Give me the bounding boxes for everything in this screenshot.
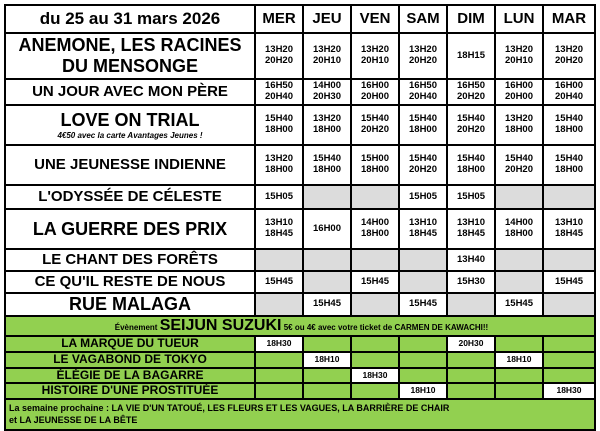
event-showtime-cell-dim (447, 383, 495, 399)
showtime: 16H00 (555, 80, 583, 92)
showtime-cell-lun (495, 271, 543, 293)
showtime: 13H10 (409, 217, 437, 229)
showtime: 16H50 (457, 80, 485, 92)
showtime: 13H20 (313, 44, 341, 56)
event-showtime-cell-mer: 18H30 (255, 336, 303, 352)
showtime-cell-lun (495, 249, 543, 271)
showtime-cell-ven (351, 293, 399, 316)
showtime-cell-ven (351, 79, 399, 105)
showtime-cell-jeu (303, 293, 351, 316)
event-showtime-cell-lun (495, 368, 543, 384)
showtime-cell-sam (399, 33, 447, 79)
showtime: 14H00 (313, 80, 341, 92)
event-showtime-cell-jeu (303, 383, 351, 399)
showtime: 18H45 (265, 228, 293, 239)
event-showtime-cell-jeu (303, 368, 351, 384)
showtime-cell-sam (399, 293, 447, 316)
event-film-title: LE VAGABOND DE TOKYO (5, 352, 255, 368)
showtime: 15H40 (505, 153, 533, 165)
film-title-text: UN JOUR AVEC MON PÈRE (32, 83, 228, 101)
event-showtime-cell-sam (399, 336, 447, 352)
event-film-row (5, 383, 595, 399)
showtime: 16H00 (313, 222, 341, 234)
showtime: 18H00 (505, 228, 533, 239)
showtime-cell-sam (399, 105, 447, 145)
event-showtime-cell-mer (255, 383, 303, 399)
day-header-lun: LUN (495, 5, 543, 33)
event-showtime-cell-dim (447, 368, 495, 384)
showtime: 18H45 (555, 228, 583, 239)
showtime: 18H00 (505, 124, 533, 135)
showtime: 13H20 (265, 153, 293, 165)
film-title (5, 185, 255, 209)
event-showtime-cell-ven (351, 383, 399, 399)
film-title-text: UNE JEUNESSE INDIENNE (34, 156, 226, 174)
event-showtime-cell-mer (255, 368, 303, 384)
event-banner-row (5, 316, 595, 336)
showtime: 13H10 (457, 217, 485, 229)
event-name: SEIJUN SUZUKI (159, 316, 282, 334)
showtime: 16H50 (409, 80, 437, 92)
showtime: 16H00 (361, 80, 389, 92)
film-title (5, 293, 255, 316)
event-offer: 5€ ou 4€ avec votre ticket de CARMEN DE KAWACHI!! (283, 322, 489, 332)
showtime-cell-ven (351, 105, 399, 145)
showtime-cell-mer (255, 271, 303, 293)
film-title (5, 145, 255, 185)
showtime-cell-mar (543, 145, 595, 185)
showtime-cell-lun (495, 293, 543, 316)
showtime: 15H40 (555, 113, 583, 125)
film-row (5, 185, 595, 209)
event-banner (5, 316, 595, 336)
event-label: Évènement (114, 322, 158, 332)
showtime: 15H30 (457, 275, 485, 287)
showtime: 13H20 (313, 113, 341, 125)
showtime: 15H40 (457, 153, 485, 165)
showtime-cell-jeu (303, 145, 351, 185)
event-showtime-cell-lun (495, 383, 543, 399)
showtime: 15H45 (313, 297, 341, 309)
showtime: 13H20 (505, 113, 533, 125)
film-title (5, 79, 255, 105)
showtime: 14H00 (361, 217, 389, 229)
showtime-cell-mer (255, 249, 303, 271)
showtime: 18H00 (265, 164, 293, 175)
showtime: 15H40 (409, 113, 437, 125)
showtime-cell-mer (255, 79, 303, 105)
showtime: 15H05 (457, 190, 485, 202)
next-week-row (5, 399, 595, 429)
showtime: 13H20 (409, 44, 437, 56)
showtime-cell-ven (351, 185, 399, 209)
showtime-cell-jeu (303, 79, 351, 105)
showtime: 15H05 (409, 190, 437, 202)
event-showtime-cell-ven (351, 336, 399, 352)
event-showtime-cell-mar: 18H30 (543, 383, 595, 399)
showtime: 18H00 (555, 124, 583, 135)
event-showtime-cell-mar (543, 368, 595, 384)
event-film-row (5, 336, 595, 352)
event-showtime-cell-sam (399, 352, 447, 368)
showtime-cell-jeu (303, 209, 351, 249)
showtime-cell-sam (399, 185, 447, 209)
showtime: 15H40 (555, 153, 583, 165)
schedule-table (4, 4, 596, 431)
film-title (5, 105, 255, 145)
showtime: 18H45 (457, 228, 485, 239)
showtime: 18H00 (313, 164, 341, 175)
event-film-title: HISTOIRE D'UNE PROSTITUÉE (5, 383, 255, 399)
event-showtime-cell-lun: 18H10 (495, 352, 543, 368)
showtime: 15H45 (361, 275, 389, 287)
event-showtime-cell-ven: 18H30 (351, 368, 399, 384)
showtime-cell-sam (399, 79, 447, 105)
showtime: 13H20 (265, 44, 293, 56)
showtime: 15H05 (265, 190, 293, 202)
film-row (5, 145, 595, 185)
showtime: 18H00 (409, 124, 437, 135)
showtime-cell-jeu (303, 249, 351, 271)
showtime-cell-mar (543, 105, 595, 145)
showtime-cell-jeu (303, 33, 351, 79)
showtime: 13H20 (361, 44, 389, 56)
event-film-row (5, 368, 595, 384)
header-row (5, 5, 595, 33)
event-showtime-cell-dim (447, 352, 495, 368)
film-title-text: LE CHANT DES FORÊTS (42, 251, 218, 269)
showtime-cell-sam (399, 249, 447, 271)
film-row (5, 105, 595, 145)
showtime: 20H10 (361, 55, 389, 66)
showtime-cell-mer (255, 293, 303, 316)
showtime-cell-mar (543, 209, 595, 249)
showtime-cell-ven (351, 33, 399, 79)
showtime: 15H40 (457, 113, 485, 125)
showtime: 18H00 (313, 124, 341, 135)
day-header-ven: VEN (351, 5, 399, 33)
showtime-cell-mar (543, 293, 595, 316)
event-showtime-cell-lun (495, 336, 543, 352)
showtime-cell-dim (447, 185, 495, 209)
film-title (5, 209, 255, 249)
showtime: 20H10 (313, 55, 341, 66)
film-title (5, 271, 255, 293)
showtime: 18H15 (457, 49, 485, 61)
showtime: 16H00 (505, 80, 533, 92)
showtime-cell-mer (255, 105, 303, 145)
showtime: 15H40 (313, 153, 341, 165)
film-row (5, 249, 595, 271)
showtime: 18H00 (361, 164, 389, 175)
film-title-text: CE QU'IL RESTE DE NOUS (34, 273, 226, 291)
showtime-cell-dim (447, 249, 495, 271)
showtime-cell-lun (495, 79, 543, 105)
showtime-cell-mar (543, 249, 595, 271)
showtime: 20H00 (505, 91, 533, 102)
film-title-text: L'ODYSSÉE DE CÉLESTE (38, 188, 222, 206)
showtime-cell-ven (351, 145, 399, 185)
showtime: 15H40 (361, 113, 389, 125)
event-film-title: LA MARQUE DU TUEUR (5, 336, 255, 352)
day-header-jeu: JEU (303, 5, 351, 33)
event-showtime-cell-mar (543, 336, 595, 352)
film-row (5, 209, 595, 249)
next-week-line2: et LA JEUNESSE DE LA BÊTE (9, 415, 138, 426)
showtime-cell-mer (255, 209, 303, 249)
showtime: 13H10 (555, 217, 583, 229)
showtime-cell-lun (495, 145, 543, 185)
showtime-cell-lun (495, 105, 543, 145)
showtime-cell-lun (495, 209, 543, 249)
film-title-text: LOVE ON TRIAL (60, 110, 200, 131)
film-title-text: LA GUERRE DES PRIX (32, 218, 228, 239)
showtime: 15H45 (505, 297, 533, 309)
showtime: 20H00 (361, 91, 389, 102)
showtime-cell-mar (543, 33, 595, 79)
film-subtitle: 4€50 avec la carte Avantages Jeunes ! (57, 130, 203, 140)
event-showtime-cell-dim: 20H30 (447, 336, 495, 352)
event-showtime-cell-ven (351, 352, 399, 368)
showtime-cell-dim (447, 33, 495, 79)
showtime-cell-ven (351, 249, 399, 271)
event-film-title: ÉLÉGIE DE LA BAGARRE (5, 368, 255, 384)
showtime: 20H20 (457, 91, 485, 102)
showtime-cell-jeu (303, 271, 351, 293)
film-row (5, 33, 595, 79)
showtime-cell-mar (543, 271, 595, 293)
film-row (5, 79, 595, 105)
showtime-cell-mar (543, 79, 595, 105)
showtime-cell-lun (495, 185, 543, 209)
showtime-cell-mer (255, 185, 303, 209)
event-showtime-cell-jeu: 18H10 (303, 352, 351, 368)
film-title-line2: DU MENSONGE (61, 56, 198, 76)
showtime-cell-mar (543, 185, 595, 209)
showtime: 13H20 (505, 44, 533, 56)
showtime-cell-ven (351, 271, 399, 293)
showtime-cell-mer (255, 33, 303, 79)
showtime: 18H45 (409, 228, 437, 239)
event-film-row (5, 352, 595, 368)
showtime: 20H40 (265, 91, 293, 102)
film-title-text: RUE MALAGA (69, 294, 191, 314)
event-showtime-cell-sam (399, 368, 447, 384)
showtime-cell-ven (351, 209, 399, 249)
showtime: 20H40 (555, 91, 583, 102)
showtime: 18H00 (265, 124, 293, 135)
showtime: 20H40 (409, 91, 437, 102)
showtime: 15H45 (409, 297, 437, 309)
showtime: 20H30 (313, 91, 341, 102)
film-row (5, 271, 595, 293)
showtime: 20H20 (361, 124, 389, 135)
date-range: du 25 au 31 mars 2026 (5, 5, 255, 33)
showtime-cell-dim (447, 105, 495, 145)
showtime: 18H00 (361, 228, 389, 239)
showtime-cell-jeu (303, 105, 351, 145)
showtime-cell-sam (399, 145, 447, 185)
day-header-dim: DIM (447, 5, 495, 33)
showtime: 20H10 (505, 55, 533, 66)
showtime-cell-sam (399, 271, 447, 293)
next-week-line1: La semaine prochaine : LA VIE D'UN TATOUÉ, LES FLEURS ET LES VAGUES, LA BARRIÈRE DE CHAIR (9, 403, 450, 414)
event-showtime-cell-mer (255, 352, 303, 368)
showtime: 15H40 (409, 153, 437, 165)
showtime: 14H00 (505, 217, 533, 229)
showtime-cell-dim (447, 145, 495, 185)
showtime: 15H00 (361, 153, 389, 165)
showtime: 20H20 (409, 164, 437, 175)
showtime: 18H00 (555, 164, 583, 175)
event-showtime-cell-sam: 18H10 (399, 383, 447, 399)
event-showtime-cell-jeu (303, 336, 351, 352)
showtime-cell-mer (255, 145, 303, 185)
showtime-cell-dim (447, 293, 495, 316)
film-title (5, 249, 255, 271)
showtime: 18H00 (457, 164, 485, 175)
showtime: 20H20 (265, 55, 293, 66)
showtime-cell-dim (447, 209, 495, 249)
showtime-cell-lun (495, 33, 543, 79)
showtime: 13H40 (457, 253, 485, 265)
film-title-line1: ANEMONE, LES RACINES (18, 35, 242, 56)
showtime-cell-jeu (303, 185, 351, 209)
film-title (5, 33, 255, 79)
showtime-cell-sam (399, 209, 447, 249)
event-showtime-cell-mar (543, 352, 595, 368)
showtime: 13H20 (555, 44, 583, 56)
showtime: 16H50 (265, 80, 293, 92)
showtime: 15H45 (265, 275, 293, 287)
showtime: 15H40 (265, 113, 293, 125)
day-header-mer: MER (255, 5, 303, 33)
next-week-note (5, 399, 595, 429)
showtime-cell-dim (447, 79, 495, 105)
showtime: 20H20 (457, 124, 485, 135)
showtime: 20H20 (555, 55, 583, 66)
showtime: 20H20 (409, 55, 437, 66)
showtime: 15H45 (555, 275, 583, 287)
showtime: 13H10 (265, 217, 293, 229)
film-row (5, 293, 595, 316)
showtime: 20H20 (505, 164, 533, 175)
day-header-mar: MAR (543, 5, 595, 33)
day-header-sam: SAM (399, 5, 447, 33)
showtime-cell-dim (447, 271, 495, 293)
